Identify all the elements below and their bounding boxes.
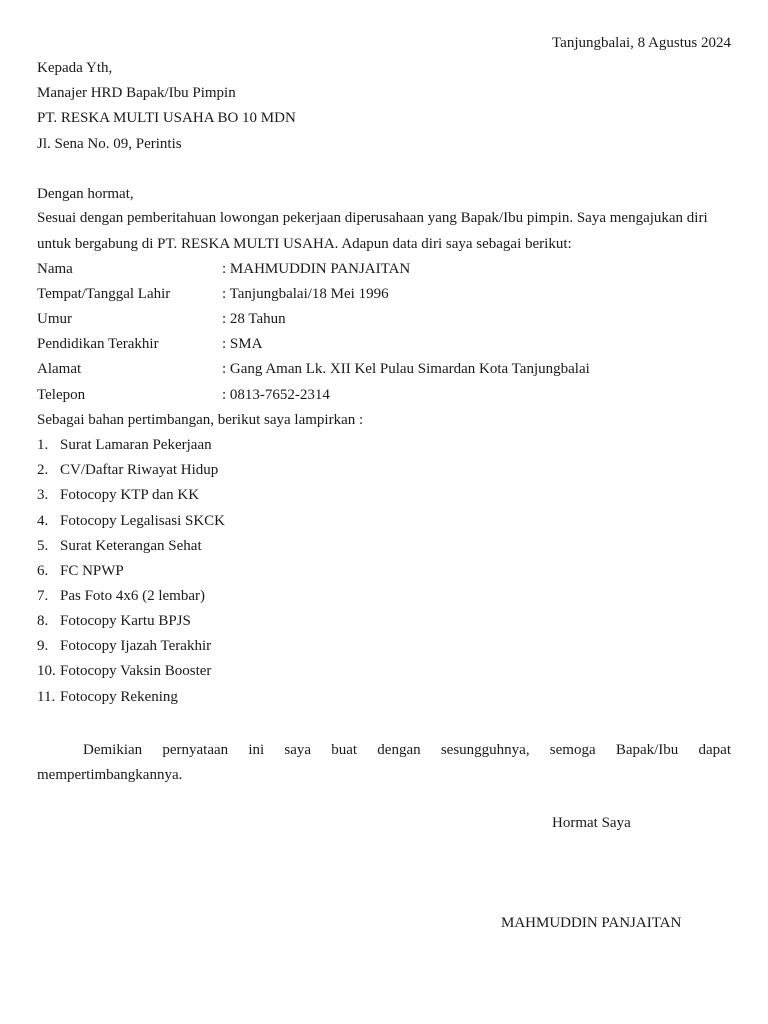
personal-value: : SMA bbox=[222, 336, 263, 352]
recipient-line: PT. RESKA MULTI USAHA BO 10 MDN bbox=[37, 110, 296, 126]
intro-paragraph-line: untuk bergabung di PT. RESKA MULTI USAHA. Adapun data diri saya sebagai berikut: bbox=[37, 236, 572, 252]
attachment-text: Fotocopy KTP dan KK bbox=[60, 487, 200, 503]
attachment-text: FC NPWP bbox=[60, 563, 124, 579]
attachment-text: Surat Lamaran Pekerjaan bbox=[60, 437, 212, 453]
personal-value: : 28 Tahun bbox=[222, 311, 286, 327]
recipient-line: Kepada Yth, bbox=[37, 60, 113, 76]
attachments-intro: Sebagai bahan pertimbangan, berikut saya lampirkan : bbox=[37, 412, 364, 428]
attachment-number: 9. bbox=[37, 638, 49, 654]
attachment-number: 4. bbox=[37, 513, 49, 529]
attachment-number: 3. bbox=[37, 487, 49, 503]
personal-label: Pendidikan Terakhir bbox=[37, 336, 159, 352]
attachment-text: Fotocopy Rekening bbox=[60, 689, 178, 705]
letter-date: Tanjungbalai, 8 Agustus 2024 bbox=[552, 35, 731, 51]
personal-label: Telepon bbox=[37, 387, 86, 403]
personal-label: Nama bbox=[37, 261, 73, 277]
intro-paragraph-line: Sesuai dengan pemberitahuan lowongan pekerjaan diperusahaan yang Bapak/Ibu pimpin. Saya mengajukan diri bbox=[37, 210, 708, 226]
attachment-number: 10. bbox=[37, 663, 56, 679]
personal-value: : 0813-7652-2314 bbox=[222, 387, 330, 403]
attachment-number: 7. bbox=[37, 588, 49, 604]
attachment-text: CV/Daftar Riwayat Hidup bbox=[60, 462, 219, 478]
personal-value: : MAHMUDDIN PANJAITAN bbox=[222, 261, 411, 277]
attachment-text: Fotocopy Ijazah Terakhir bbox=[60, 638, 212, 654]
signer-name: MAHMUDDIN PANJAITAN bbox=[501, 915, 682, 931]
greeting: Dengan hormat, bbox=[37, 186, 134, 202]
personal-label: Umur bbox=[37, 311, 72, 327]
signoff: Hormat Saya bbox=[552, 815, 631, 831]
attachment-number: 5. bbox=[37, 538, 49, 554]
attachment-number: 2. bbox=[37, 462, 49, 478]
attachment-number: 11. bbox=[37, 689, 56, 705]
attachment-text: Pas Foto 4x6 (2 lembar) bbox=[60, 588, 205, 604]
recipient-line: Manajer HRD Bapak/Ibu Pimpin bbox=[37, 85, 236, 101]
personal-value: : Tanjungbalai/18 Mei 1996 bbox=[222, 286, 389, 302]
personal-value: : Gang Aman Lk. XII Kel Pulau Simardan Kota Tanjungbalai bbox=[222, 361, 590, 377]
personal-label: Tempat/Tanggal Lahir bbox=[37, 286, 171, 302]
closing-paragraph: Demikian pernyataan ini saya buat dengan sesungguhnya, semoga Bapak/Ibu dapat mempertimbangkannya. bbox=[37, 742, 731, 783]
attachment-text: Fotocopy Kartu BPJS bbox=[60, 613, 191, 629]
attachment-text: Fotocopy Vaksin Booster bbox=[60, 663, 212, 679]
attachment-text: Surat Keterangan Sehat bbox=[60, 538, 202, 554]
attachment-number: 6. bbox=[37, 563, 49, 579]
attachment-text: Fotocopy Legalisasi SKCK bbox=[60, 513, 225, 529]
recipient-line: Jl. Sena No. 09, Perintis bbox=[37, 136, 182, 152]
attachment-number: 1. bbox=[37, 437, 49, 453]
personal-label: Alamat bbox=[37, 361, 82, 377]
attachment-number: 8. bbox=[37, 613, 49, 629]
